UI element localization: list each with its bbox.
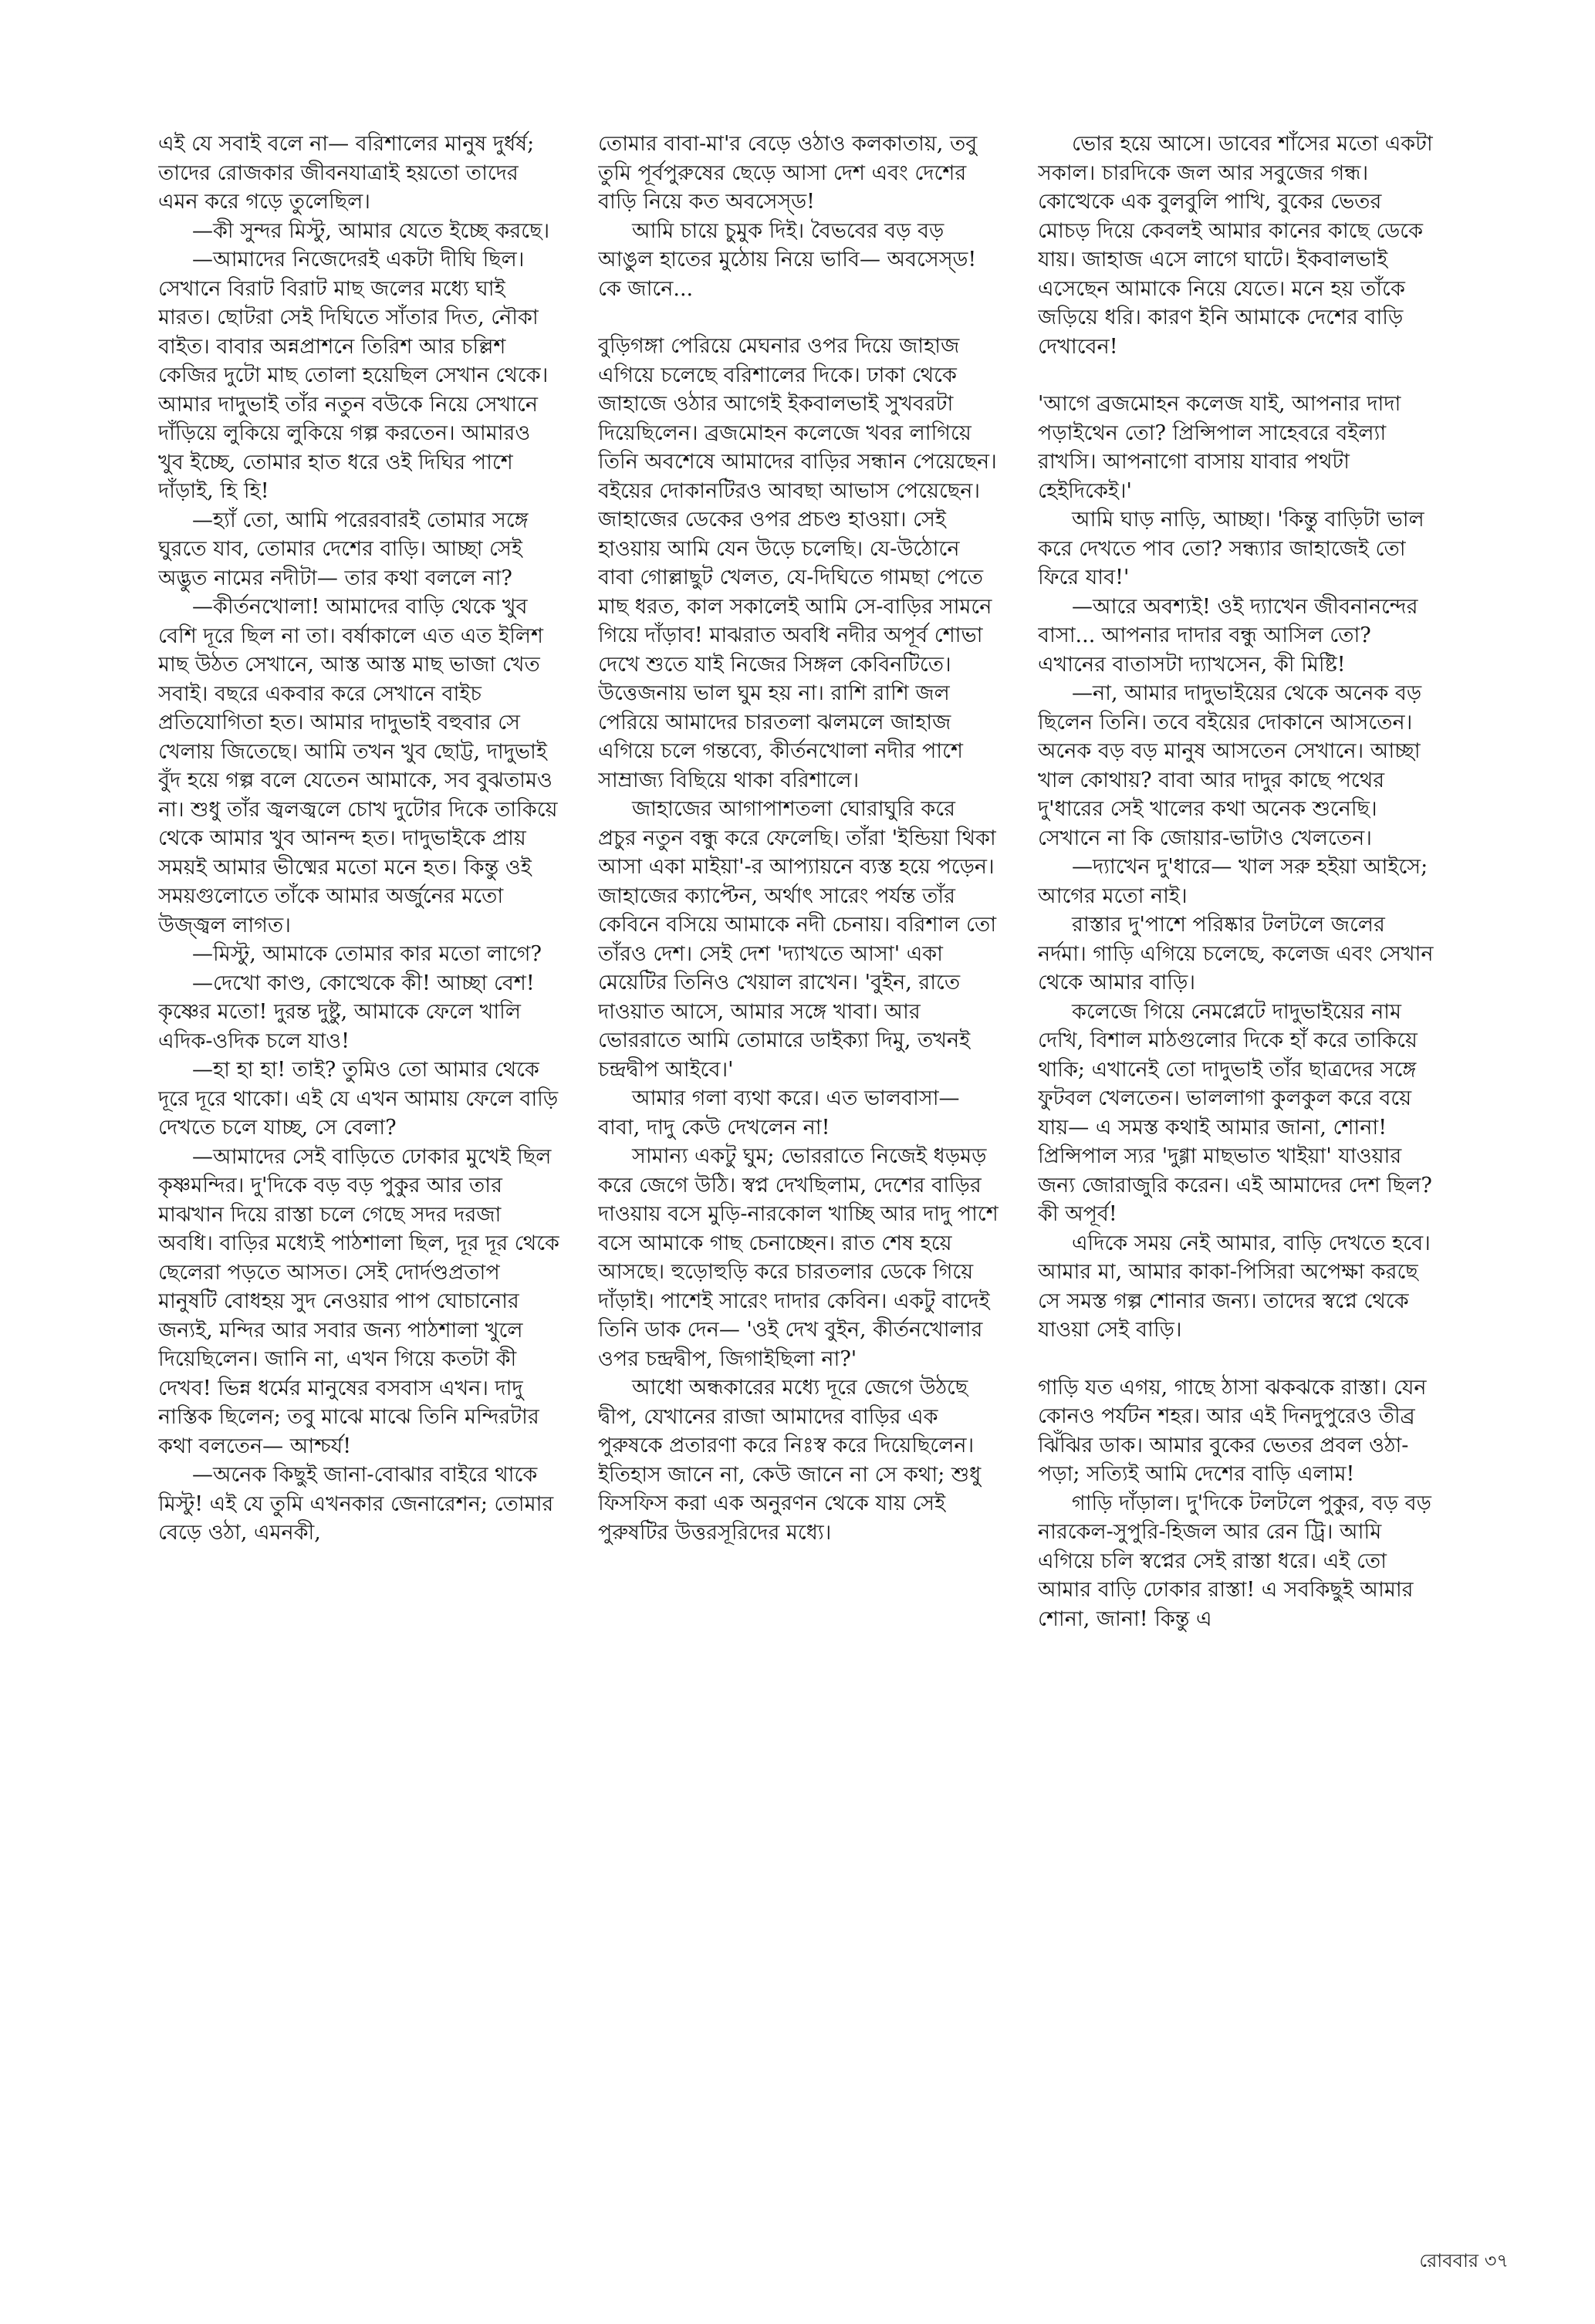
paragraph: সামান্য একটু ঘুম; ভোররাতে নিজেই ধড়মড় করে জেগে উঠি। স্বপ্ন দেখছিলাম, দেশের বাড়ির দাওয়ায় বসে মুড়ি-নারকোল খাচ্ছি আর দাদু পাশে বসে আমাকে গাছ চেনাচ্ছেন। রাত শেষ হয়ে আসছে। হুড়োহুড়ি করে চারতলার ডেকে গিয়ে দাঁড়াই। পাশেই সারেং দাদার কেবিন। একটু বাদেই তিনি ডাক দেন— 'ওই দেখ বুইন, কীর্তনখোলার ওপর চন্দ্রদ্বীপ, জিগাইছিলা না?' [598, 1144, 999, 1371]
paragraph: —অনেক কিছুই জানা-বোঝার বাইরে থাকে মিস্টু! এই যে তুমি এখনকার জেনারেশন; তোমার বেড়ে ওঠা, এমনকী, [158, 1463, 554, 1545]
paragraph: —কী সুন্দর মিস্টু, আমার যেতে ইচ্ছে করছে। [192, 218, 550, 243]
paragraph: এই যে সবাই বলে না— বরিশালের মানুষ দুর্ধর্ষ; তাদের রোজকার জীবনযাত্রাই হয়তো তাদের এমন করে গড়ে তুলেছিল। [158, 132, 535, 214]
paragraph: ভোর হয়ে আসে। ডাবের শাঁসের মতো একটা সকাল। চারদিকে জল আর সবুজের গন্ধ। কোত্থেকে এক বুলবুলি পাখি, বুকের ভেতর মোচড় দিয়ে কেবলই আমার কানের কাছে ডেকে যায়। জাহাজ এসে লাগে ঘাটে। ইকবালভাই এসেছেন আমাকে নিয়ে যেতে। মনে হয় তাঁকে জড়িয়ে ধরি। কারণ ইনি আমাকে দেশের বাড়ি দেখাবেন! [1038, 132, 1433, 359]
paragraph: রাস্তার দু'পাশে পরিষ্কার টলটলে জলের নর্দমা। গাড়ি এগিয়ে চলেছে, কলেজ এবং সেখান থেকে আমার বাড়ি। [1038, 913, 1434, 995]
paragraph: আমার গলা ব্যথা করে। এত ভালবাসা— বাবা, দাদু কেউ দেখলেন না! [598, 1086, 960, 1140]
paragraph: —আরে অবশ্যই! ওই দ্যাখেন জীবনানন্দের বাসা... আপনার দাদার বন্ধু আসিল তো? এখানের বাতাসটা দ্যাখসেন, কী মিষ্টি! [1038, 594, 1418, 677]
paragraph: —দেখো কাণ্ড, কোত্থেকে কী! আচ্ছা বেশ! কৃষ্ণের মতো! দুরন্ত দুষ্টু, আমাকে ফেলে খালি এদিক-ওদিক চলে যাও! [158, 971, 535, 1053]
paragraph: আমি ঘাড় নাড়ি, আচ্ছা। 'কিন্তু বাড়িটা ভাল করে দেখতে পাব তো? সন্ধ্যার জাহাজেই তো ফিরে যাব!' [1038, 508, 1424, 589]
paragraph: কলেজে গিয়ে নেমপ্লেটে দাদুভাইয়ের নাম দেখি, বিশাল মাঠগুলোর দিকে হাঁ করে তাকিয়ে থাকি; এখানেই তো দাদুভাই তাঁর ছাত্রদের সঙ্গে ফুটবল খেলতেন। ভাললাগা কুলকুল করে বয়ে যায়— এ সমস্ত কথাই আমার জানা, শোনা! প্রিন্সিপাল স্যর 'দুগ্গা মাছভাত খাইয়া' যাওয়ার জন্য জোরাজুরি করেন। এই আমাদের দেশ ছিল? কী অপূর্ব! [1038, 999, 1432, 1226]
paragraph: —আমাদের সেই বাড়িতে ঢোকার মুখেই ছিল কৃষ্ণমন্দির। দু'দিকে বড় বড় পুকুর আর তার মাঝখান দিয়ে রাস্তা চলে গেছে সদর দরজা অবধি। বাড়ির মধ্যেই পাঠশালা ছিল, দূর দূর থেকে ছেলেরা পড়তে আসত। সেই দোর্দণ্ডপ্রতাপ মানুষটি বোধহয় সুদ নেওয়ার পাপ ঘোচানোর জন্যই, মন্দির আর সবার জন্য পাঠশালা খুলে দিয়েছিলেন। জানি না, এখন গিয়ে কতটা কী দেখব! ভিন্ন ধর্মের মানুষের বসবাস এখন। দাদু নাস্তিক ছিলেন; তবু মাঝে মাঝে তিনি মন্দিরটার কথা বলতেন— আশ্চর্য! [158, 1144, 559, 1458]
paragraph: 'আগে ব্রজমোহন কলেজ যাই, আপনার দাদা পড়াইথেন তো? প্রিন্সিপাল সাহেবরে বইল্যা রাখসি। আপনাগো বাসায় যাবার পথটা হেইদিকেই।' [1038, 392, 1401, 503]
text-column-2 [598, 130, 999, 2213]
paragraph: —দ্যাখেন দু'ধারে— খাল সরু হইয়া আইসে; আগের মতো নাই। [1038, 855, 1428, 908]
paragraph: আমি চায়ে চুমুক দিই। বৈভবের বড় বড় আঙুল হাতের মুঠোয় নিয়ে ভাবি— অবসেস্ড! কে জানে... [598, 218, 977, 301]
paragraph: গাড়ি যত এগয়, গাছে ঠাসা ঝকঝকে রাস্তা। যেন কোনও পর্যটন শহর। আর এই দিনদুপুরেও তীব্র ঝিঁঝির ডাক। আমার বুকের ভেতর প্রবল ওঠা-পড়া; সত্যিই আমি দেশের বাড়ি এলাম! [1038, 1375, 1427, 1486]
paragraph: —হ্যাঁ তো, আমি পরেরবারই তোমার সঙ্গে ঘুরতে যাব, তোমার দেশের বাড়ি। আচ্ছা সেই অদ্ভুত নামের নদীটা— তার কথা বললে না? [158, 508, 529, 590]
text-column-1 [158, 130, 559, 2213]
paragraph: —হা হা হা! তাই? তুমিও তো আমার থেকে দূরে দূরে থাকো। এই যে এখন আমায় ফেলে বাড়ি দেখতে চলে যাচ্ছ, সে বেলা? [158, 1058, 559, 1140]
paragraph: গাড়ি দাঁড়াল। দু'দিকে টলটলে পুকুর, বড় বড় নারকেল-সুপুরি-হিজল আর রেন ট্রি। আমি এগিয়ে চলি স্বপ্নের সেই রাস্তা ধরে। এই তো আমার বাড়ি ঢোকার রাস্তা! এ সবকিছুই আমার শোনা, জানা! কিন্তু এ [1038, 1491, 1431, 1631]
paragraph: তোমার বাবা-মা'র বেড়ে ওঠাও কলকাতায়, তবু তুমি পূর্বপুরুষের ছেড়ে আসা দেশ এবং দেশের বাড়ি নিয়ে কত অবসেস্ড! [598, 132, 978, 214]
paragraph: —না, আমার দাদুভাইয়ের থেকে অনেক বড় ছিলেন তিনি। তবে বইয়ের দোকানে আসতেন। অনেক বড় বড় মানুষ আসতেন সেখানে। আচ্ছা খাল কোথায়? বাবা আর দাদুর কাছে পথের দু'ধারের সেই খালের কথা অনেক শুনেছি। সেখানে না কি জোয়ার-ভাটাও খেলতেন। [1038, 681, 1422, 850]
paragraph: —মিস্টু, আমাকে তোমার কার মতো লাগে? [192, 942, 542, 966]
page-footer [1419, 2247, 1509, 2278]
paragraph: —কীর্তনখোলা! আমাদের বাড়ি থেকে খুব বেশি দূরে ছিল না তা। বর্ষাকালে এত এত ইলিশ মাছ উঠত সেখানে, আস্ত আস্ত মাছ ভাজা খেত সবাই। বছরে একবার করে সেখানে বাইচ প্রতিযোগিতা হত। আমার দাদুভাই বহুবার সে খেলায় জিতেছে। আমি তখন খুব ছোট্ট, দাদুভাই বুঁদ হয়ে গল্প বলে যেতেন আমাকে, সব বুঝতামও না। শুধু তাঁর জ্বলজ্বলে চোখ দুটোর দিকে তাকিয়ে থেকে আমার খুব আনন্দ হত। দাদুভাইকে প্রায় সময়ই আমার ভীষ্মের মতো মনে হত। কিন্তু ওই সময়গুলোতে তাঁকে আমার অর্জুনের মতো উজ্জ্বল লাগত। [158, 595, 558, 937]
paragraph: বুড়িগঙ্গা পেরিয়ে মেঘনার ওপর দিয়ে জাহাজ এগিয়ে চলেছে বরিশালের দিকে। ঢাকা থেকে জাহাজে ওঠার আগেই ইকবালভাই সুখবরটা দিয়েছিলেন। ব্রজমোহন কলেজে খবর লাগিয়ে তিনি অবশেষে আমাদের বাড়ির সন্ধান পেয়েছেন। বইয়ের দোকানটিরও আবছা আভাস পেয়েছেন। জাহাজের ডেকের ওপর প্রচণ্ড হাওয়া। সেই হাওয়ায় আমি যেন উড়ে চলেছি। যে-উঠোনে বাবা গোল্লাছুট খেলত, যে-দিঘিতে গামছা পেতে মাছ ধরত, কাল সকালেই আমি সে-বাড়ির সামনে গিয়ে দাঁড়াব! মাঝরাত অবধি নদীর অপূর্ব শোভা দেখে শুতে যাই নিজের সিঙ্গল কেবিনটিতে। উত্তেজনায় ভাল ঘুম হয় না। রাশি রাশি জল পেরিয়ে আমাদের চারতলা ঝলমলে জাহাজ এগিয়ে চলে গন্তব্যে, কীর্তনখোলা নদীর পাশে সাম্রাজ্য বিছিয়ে থাকা বরিশালে। [598, 334, 997, 792]
text-column-3 [1038, 130, 1439, 2213]
paragraph: জাহাজের আগাপাশতলা ঘোরাঘুরি করে প্রচুর নতুন বন্ধু করে ফেলেছি। তাঁরা 'ইন্ডিয়া থিকা আসা একা মাইয়া'-র আপ্যায়নে ব্যস্ত হয়ে পড়েন। জাহাজের ক্যাপ্টেন, অর্থাৎ সারেং পর্যন্ত তাঁর কেবিনে বসিয়ে আমাকে নদী চেনায়। বরিশাল তো তাঁরও দেশ। সেই দেশ 'দ্যাখতে আসা' একা মেয়েটির তিনিও খেয়াল রাখেন। 'বুইন, রাতে দাওয়াত আসে, আমার সঙ্গে খাবা। আর ভোররাতে আমি তোমারে ডাইক্যা দিমু, তখনই চন্দ্রদ্বীপ আইবে।' [598, 797, 997, 1082]
paragraph: —আমাদের নিজেদেরই একটা দীঘি ছিল। সেখানে বিরাট বিরাট মাছ জলের মধ্যে ঘাই মারত। ছোটরা সেই দিঘিতে সাঁতার দিত, নৌকা বাইত। বাবার অন্নপ্রাশনে তিরিশ আর চল্লিশ কেজির দুটো মাছ তোলা হয়েছিল সেখান থেকে। আমার দাদুভাই তাঁর নতুন বউকে নিয়ে সেখানে দাঁড়িয়ে লুকিয়ে লুকিয়ে গল্প করতেন। আমারও খুব ইচ্ছে, তোমার হাত ধরে ওই দিঘির পাশে দাঁড়াই, হি হি! [158, 248, 549, 503]
paragraph: আধো অন্ধকারের মধ্যে দূরে জেগে উঠছে দ্বীপ, যেখানের রাজা আমাদের বাড়ির এক পুরুষকে প্রতারণা করে নিঃস্ব করে দিয়েছিলেন। ইতিহাস জানে না, কেউ জানে না সে কথা; শুধু ফিসফিস করা এক অনুরণন থেকে যায় সেই পুরুষটির উত্তরসূরিদের মধ্যে। [598, 1376, 982, 1545]
paragraph: এদিকে সময় নেই আমার, বাড়ি দেখতে হবে। আমার মা, আমার কাকা-পিসিরা অপেক্ষা করছে সে সমস্ত গল্প শোনার জন্য। তাদের স্বপ্নে থেকে যাওয়া সেই বাড়ি। [1038, 1231, 1431, 1342]
page-number: ৩৭ [1484, 2250, 1509, 2272]
magazine-name: রোববার [1419, 2250, 1479, 2272]
